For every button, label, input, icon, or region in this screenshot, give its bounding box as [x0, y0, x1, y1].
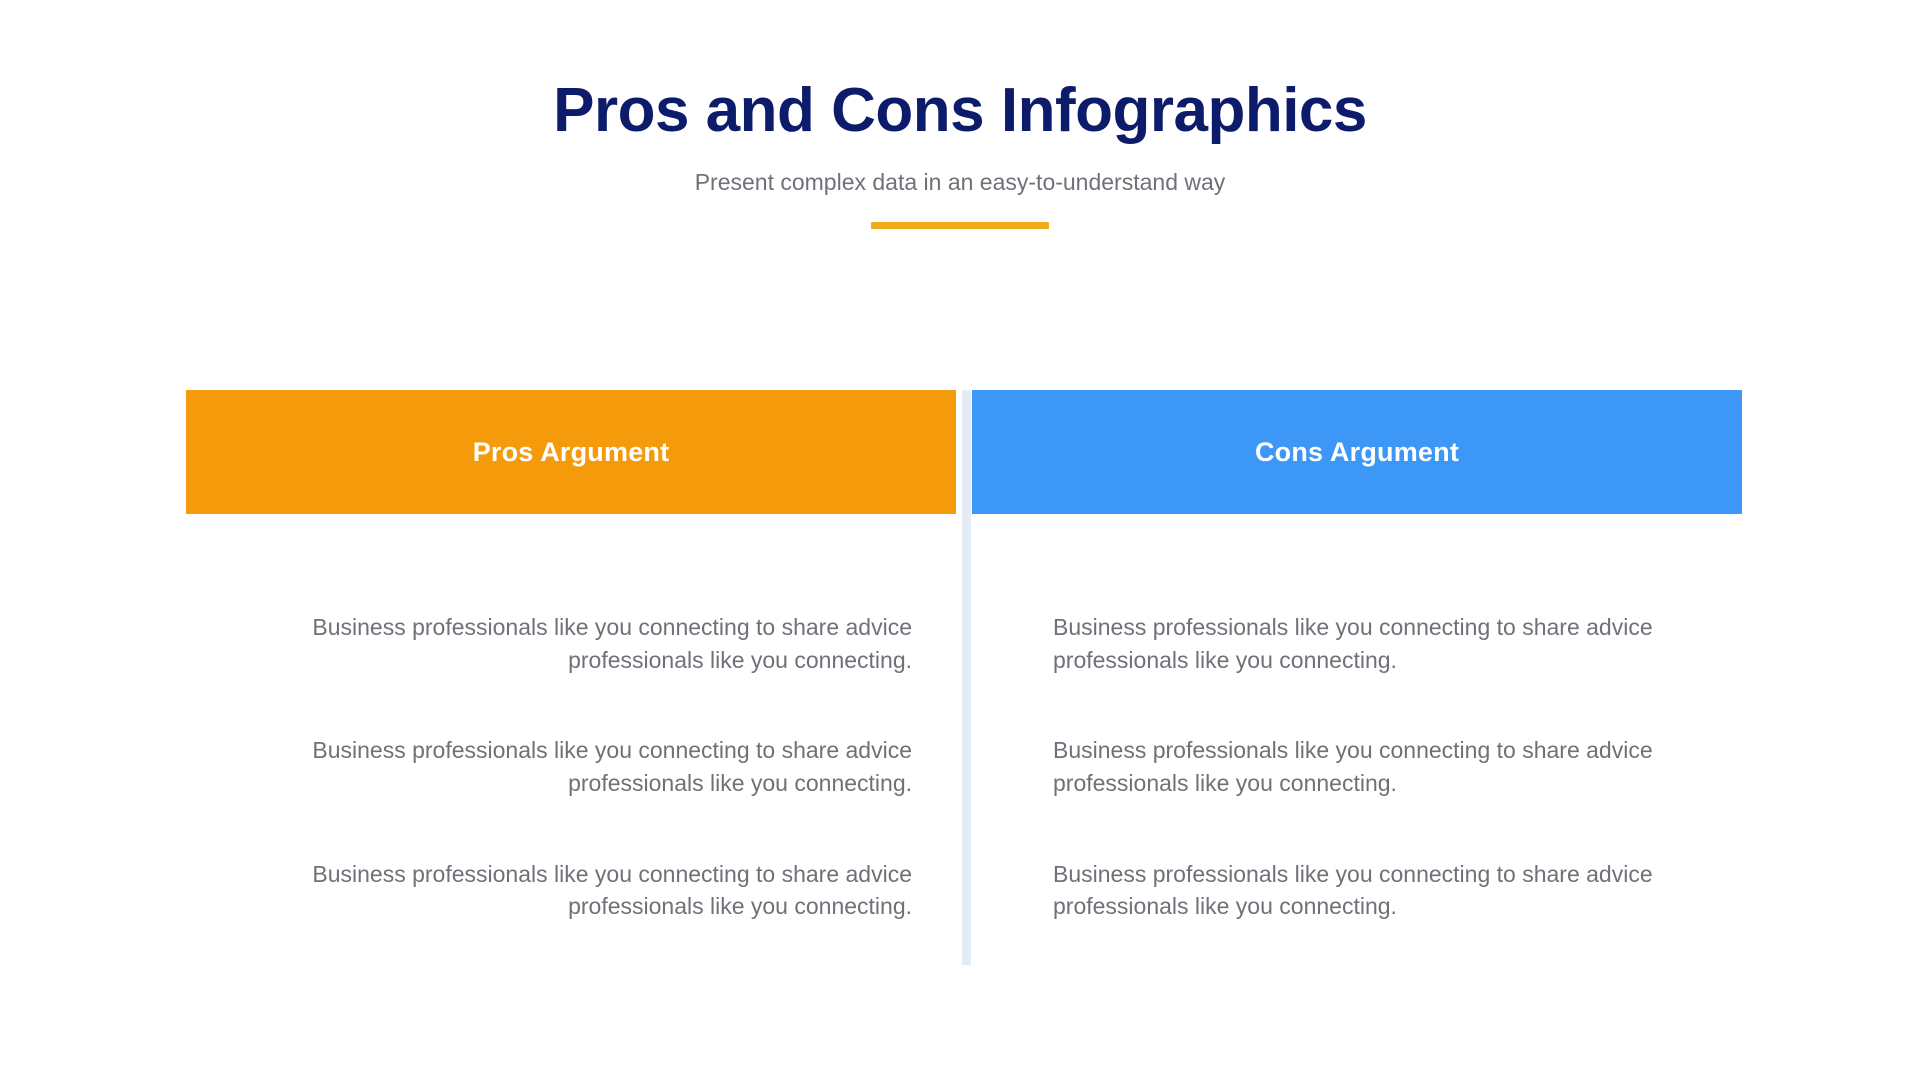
list-item: Business professionals like you connecting to share advice professionals like you connecting.: [312, 614, 912, 673]
accent-rule-divider: [871, 222, 1049, 229]
pros-column-body: [186, 514, 956, 923]
pros-column-header: [186, 390, 956, 514]
cons-column-header: [972, 390, 1742, 514]
cons-column-header-label: Cons Argument: [1254, 436, 1460, 467]
page-title: Pros and Cons Infographics: [553, 76, 1367, 145]
list-item: Business professionals like you connecting to share advice professionals like you connecting.: [312, 737, 912, 796]
pros-column: [186, 390, 956, 981]
page-subtitle: Present complex data in an easy-to-understand way: [694, 169, 1226, 196]
comparison-columns: [186, 390, 1742, 981]
list-item: Business professionals like you connecting to share advice professionals like you connecting.: [312, 860, 912, 920]
list-item: Business professionals like you connecting to share advice professionals like you connecting.: [1053, 614, 1653, 673]
list-item: Business professionals like you connecting to share advice professionals like you connecting.: [1053, 737, 1653, 796]
list-item: Business professionals like you connecting to share advice professionals like you connecting.: [1053, 860, 1653, 920]
slide-header: [0, 0, 1920, 229]
cons-column: [972, 390, 1742, 981]
pros-column-header-label: Pros Argument: [472, 436, 670, 467]
cons-column-body: [972, 514, 1742, 923]
